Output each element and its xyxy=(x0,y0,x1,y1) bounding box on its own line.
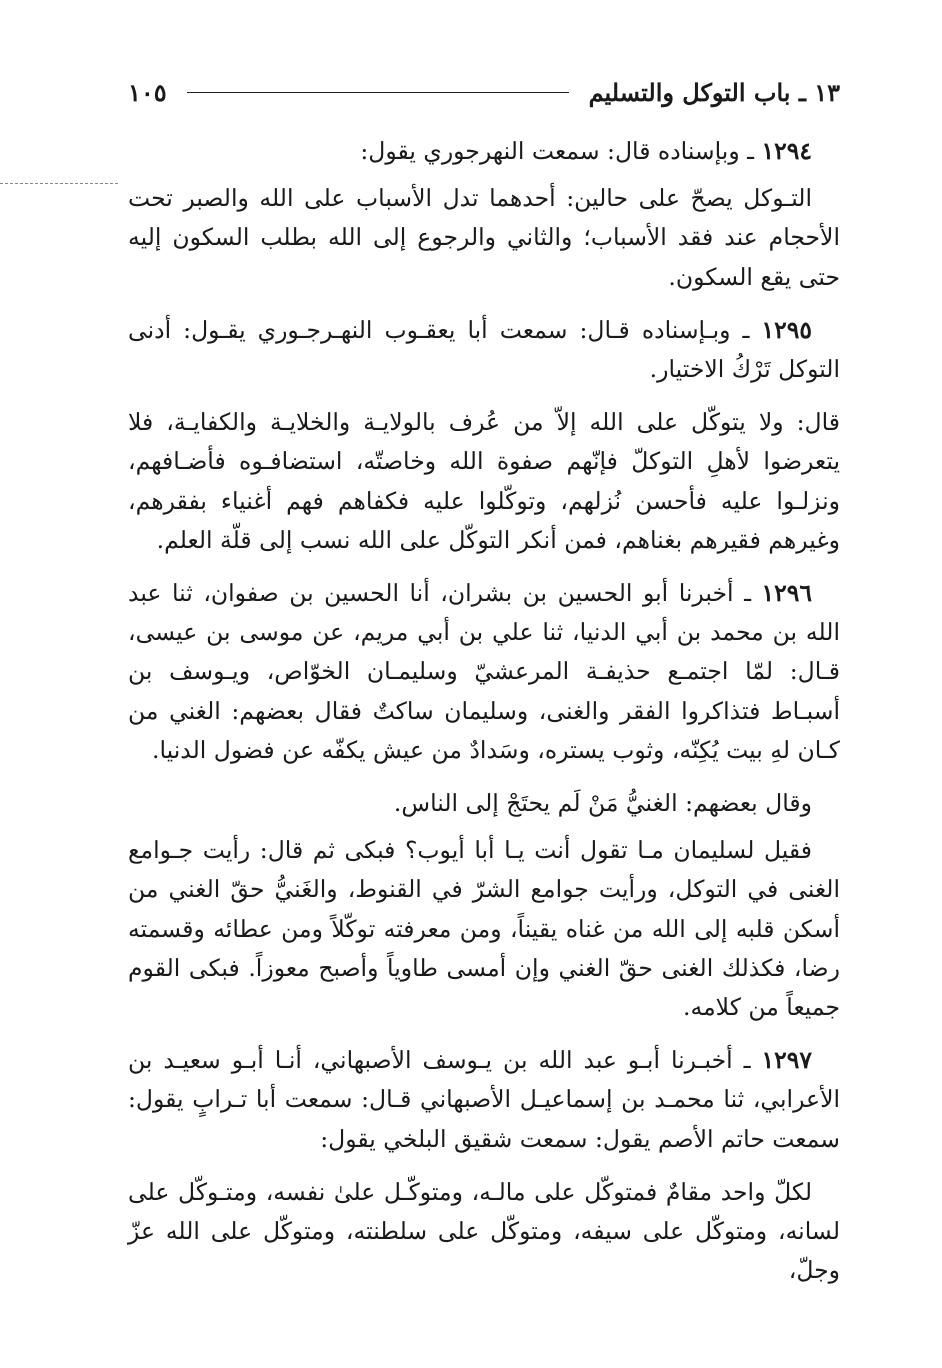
paragraph-text: التـوكل يصحّ على حالين: أحدهما تدل الأسباب على الله والصبر تحت الأحجام عند فقد الأسباب؛ والثاني والرجوع إلى الله بطلب السكون إليه حتى يقع السكون. xyxy=(128,184,840,291)
page-number: ١٠٥ xyxy=(128,77,167,107)
hadith-number: ١٢٩٦ xyxy=(761,579,812,608)
paragraph-1296 xyxy=(128,574,840,770)
running-header xyxy=(128,70,840,114)
paragraph-text: ـ أخبـرنا أبـو عبد الله بن يـوسف الأصبهاني، أنـا أبـو سعيـد بن الأعرابي، ثنا محمـد بن إسماعيـل الأصبهاني قـال: سمعت أبا تـرابٍ يقول: سمعت حاتم الأصم يقول: سمعت شقيق البلخي يقول: xyxy=(128,1046,840,1153)
paragraph-text: وقال بعضهم: الغنيُّ مَنْ لَم يحتَجْ إلى الناس. xyxy=(393,789,812,818)
chapter-title: ١٣ ـ باب التوكل والتسليم xyxy=(588,77,840,107)
paragraph-1297 xyxy=(128,1041,840,1159)
body-text xyxy=(128,132,840,1290)
paragraph-1295 xyxy=(128,311,840,389)
paragraph-text: فقيل لسليمان مـا تقول أنت يـا أبا أيوب؟ فبكى ثم قال: رأيت جـوامع الغنى في التوكل، ورأيت جوامع الشرّ في القنوط، والغَنيُّ حقّ الغني من أسكن قلبه إلى الله من غناه يقيناً، ومن معرفته توكّلاً ومن عطائه وقسمته رضا، فكذلك الغنى حقّ الغني وإن أمسى طاوياً وأصبح معوزاً. فبكى القوم جميعاً من كلامه. xyxy=(128,836,840,1022)
paragraph-text: ـ وبإسناده قال: سمعت النهرجوري يقول: xyxy=(360,137,762,165)
hadith-number: ١٢٩٧ xyxy=(761,1046,812,1075)
paragraph-text: ـ أخبرنا أبو الحسين بن بشران، أنا الحسين بن صفوان، ثنا عبد الله بن محمد بن أبي الدنيا، ثنا علي بن أبي مريم، عن موسى بن عيسى، قـال: لمّا اجتمـع حذيفـة المرعشيّ وسليمـان الخوّاص، ويـوسف بن أسبـاط فتذاكروا الفقر والغنى، وسليمان ساكتٌ فقال بعضهم: الغني من كـان لهِ بيت يُكِنّه، وثوب يستره، وسَدادٌ من عيش يكفّه عن فضول الدنيا. xyxy=(128,579,840,764)
book-page xyxy=(128,70,840,1350)
paragraph-1294 xyxy=(128,132,840,171)
paragraph-text-block xyxy=(128,831,840,1027)
margin-dashed-rule xyxy=(0,183,118,184)
hadith-number: ١٢٩٤ xyxy=(761,137,812,165)
paragraph-text-block xyxy=(128,179,840,297)
header-rule xyxy=(187,92,569,93)
paragraph-text: لكلّ واحد مقامٌ فمتوكّل على مالـه، ومتوكّـل علىٰ نفسه، ومتـوكّل على لسانه، ومتوكّل على سيفه، ومتوكّل على سلطنته، ومتوكّل على الله عزّ وجلّ، xyxy=(128,1177,840,1285)
paragraph-text-block xyxy=(128,784,840,823)
paragraph-text: ـ وبـإسناده قـال: سمعت أبا يعقـوب النهـرجـوري يقـول: أدنى التوكل تَرْكُ الاختيار. xyxy=(128,315,840,384)
hadith-number: ١٢٩٥ xyxy=(761,315,812,344)
paragraph-text-block xyxy=(128,1173,840,1291)
paragraph-text: قال: ولا يتوكّل على الله إلاّ من عُرف بالولايـة والخلايـة والكفايـة، فلا يتعرضوا لأهلِ التوكلّ فإنّهم صفوة الله وخاصتّه، استضافـوه فأضـافهم، ونزلـوا عليه فأحسن نُزلهم، وتوكّلوا عليه فكفاهم فهم أغنياء بفقرهم، وغيرهم فقيرهم بغناهم، فمن أنكر التوكّل على الله نسب إلى قلّة العلم. xyxy=(128,408,840,554)
paragraph-text-block xyxy=(128,403,840,560)
